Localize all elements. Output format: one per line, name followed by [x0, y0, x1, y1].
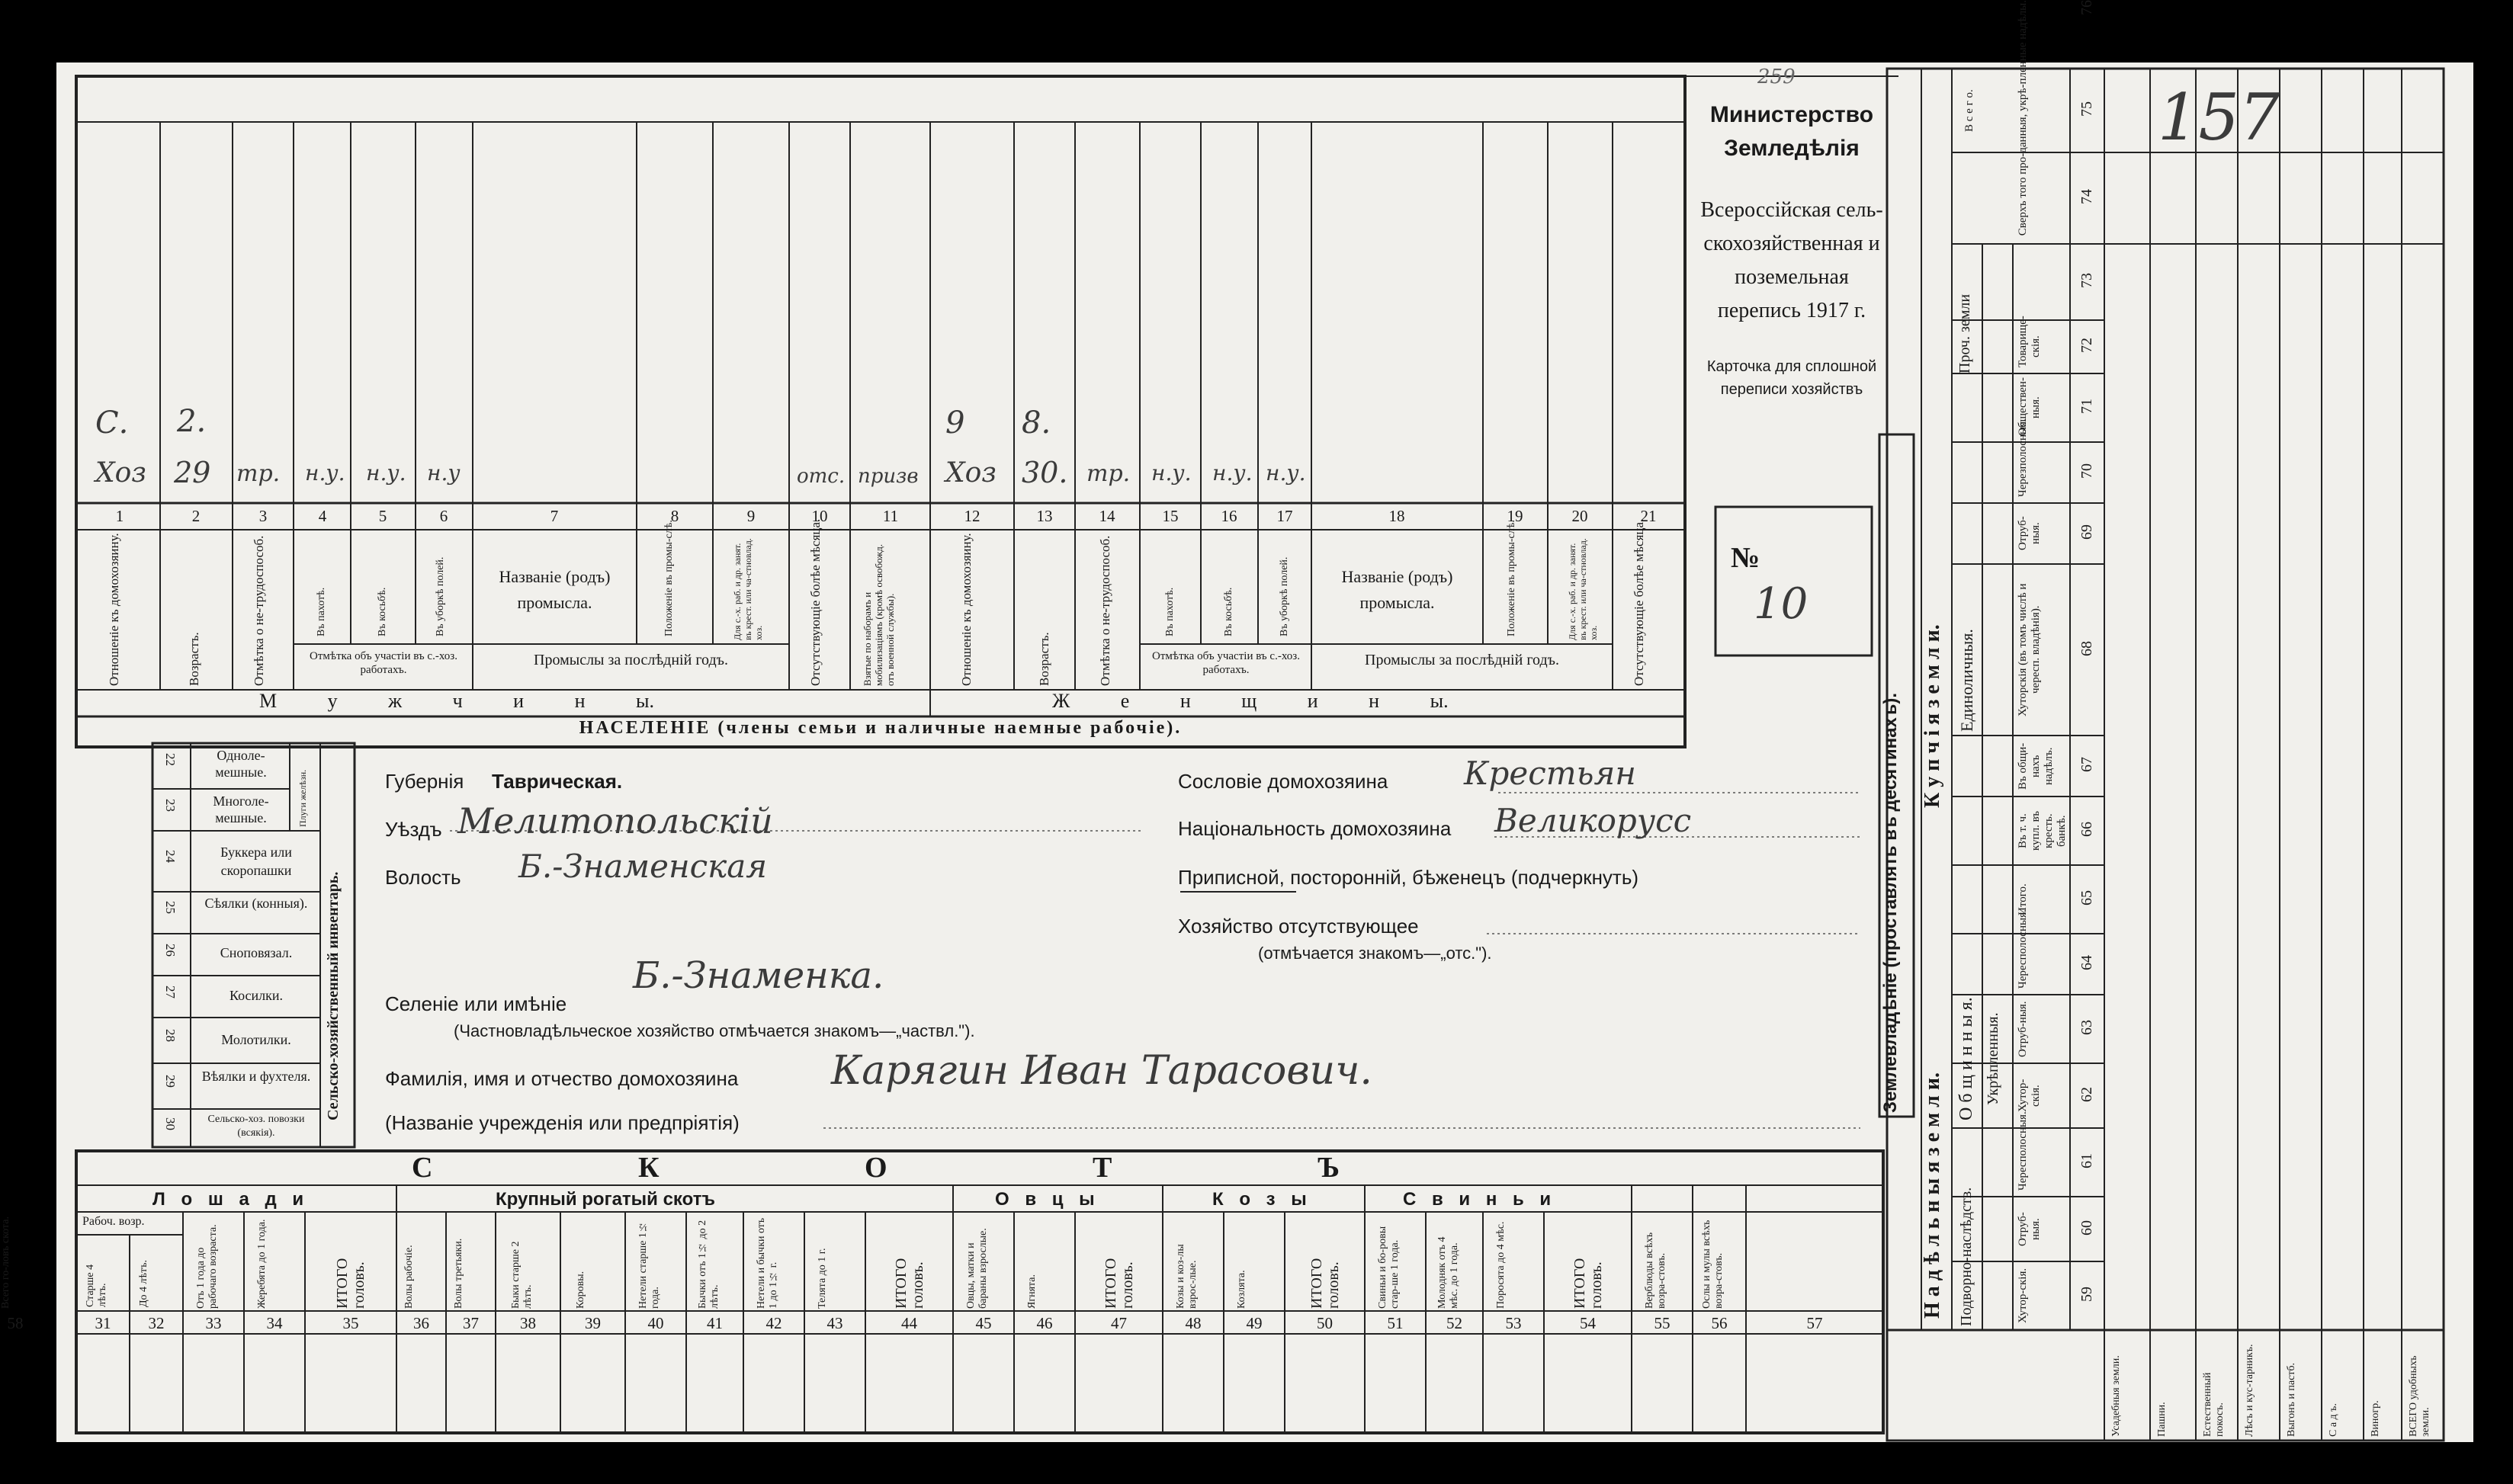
livestock-col-num: 34: [266, 1314, 283, 1332]
col-num: 1: [115, 507, 124, 525]
inv-label-carts: Сельско-хоз. повозки (всякія).: [207, 1114, 305, 1139]
census-line2: скохозяйственная и: [1703, 232, 1880, 255]
gubernia-label: Губернія: [385, 770, 464, 793]
col-label-relation-f: Отношеніе къ домохозяину.: [959, 533, 974, 686]
hand-harvest-male: н.у: [427, 460, 461, 486]
col-label-trade-agri: Для с.-х. раб. и др. занят. въ крест. или ча-стновлад. хоз.: [732, 538, 764, 640]
nationality-label: Національность домохозяина: [1178, 817, 1452, 840]
livestock-col-label: ИТОГО головъ.: [1571, 1258, 1605, 1309]
land-col-label: Чересполосныя.: [2017, 1111, 2029, 1191]
col-num: 2: [191, 507, 201, 525]
col-num: 11: [882, 507, 899, 525]
inv-label-seeder: Сѣялки (конныя).: [204, 896, 308, 911]
inv-label-winnower: Вѣялки и фухтеля.: [201, 1069, 311, 1084]
col-num: 3: [258, 507, 268, 525]
livestock-col-num: 44: [901, 1314, 917, 1332]
col-label-harvest-f: Въ уборкѣ полей.: [1279, 556, 1290, 636]
inv-num: 28: [163, 1029, 178, 1042]
land-col-num: 70: [2078, 463, 2095, 479]
livestock-col-num: 32: [148, 1314, 165, 1332]
inv-label-multi-plough: Многоле-мешные.: [213, 793, 269, 825]
group-label-trades-f: Промыслы за послѣдній годъ.: [1365, 652, 1559, 668]
land-col-label: Въ общи-нахъ надѣлъ.: [2017, 742, 2055, 790]
hand-mow-male: н.у.: [366, 460, 406, 486]
livestock-col-num: 38: [520, 1314, 536, 1332]
col-num: 7: [550, 507, 559, 525]
livestock-col-num: 41: [707, 1314, 723, 1332]
group-label-trades: Промыслы за послѣдній годъ.: [534, 652, 728, 668]
livestock-col-label: Жеребята до 1 года.: [256, 1219, 268, 1309]
livestock-col-label: ИТОГО головъ.: [334, 1258, 367, 1309]
horses-group: Л о ш а д и: [152, 1189, 304, 1210]
livestock-col-label: До 4 лѣтъ.: [138, 1260, 149, 1307]
soslovie-value: Крестьян: [1464, 755, 1636, 792]
col-label-disability-f: Отмѣтка о не-трудоспособ.: [1098, 535, 1112, 686]
inv-num: 22: [163, 753, 178, 766]
land-bottom-label: Пашни.: [2156, 1402, 2168, 1437]
col-num: 15: [1162, 507, 1179, 525]
col-label-disability: Отмѣтка о не-трудоспособ.: [252, 535, 266, 686]
col-num: 14: [1099, 507, 1115, 525]
col-label-mobilized: Взятые по наборамъ и мобилизаціямъ (кромѣ освобожд. отъ военной службы).: [862, 543, 896, 686]
land-col-label: Хутор-скія.: [2017, 1268, 2029, 1324]
livestock-col-num: 45: [975, 1314, 992, 1332]
livestock-col-label: Всего го-ловъ скота.: [0, 1216, 11, 1309]
nationality-value: Великорусс: [1494, 802, 1692, 839]
livestock-col-label: Молодняк отъ 4 мѣс. до 1 года.: [1436, 1236, 1460, 1309]
inv-num: 30: [163, 1117, 178, 1130]
livestock-col-label: Нетели старше 1½ года.: [637, 1221, 661, 1309]
land-col-num: 73: [2078, 273, 2095, 288]
land-col-label: Обществен-ныя.: [2017, 377, 2042, 436]
land-col-label: Хуторскія (въ томъ числѣ и чересп. владѣнія).: [2017, 583, 2042, 716]
col-label-age-f: Возрастъ.: [1037, 632, 1051, 686]
col-label-absent-f: Отсутствующіе болѣе мѣсяца.: [1632, 518, 1646, 686]
col-num: 21: [1640, 507, 1657, 525]
col-num: 8: [670, 507, 679, 525]
number-label: №: [1731, 542, 1760, 574]
land-bottom-label: Выгонъ и пастб.: [2286, 1362, 2297, 1437]
inv-num: 26: [163, 944, 178, 957]
livestock-col-num: 56: [1711, 1314, 1728, 1332]
land-bottom-label: Естественный покосъ.: [2202, 1372, 2226, 1437]
livestock-col-num: 31: [95, 1314, 111, 1332]
land-col-num: 63: [2078, 1020, 2095, 1035]
selenie-note: (Частновладѣльческое хозяйство отмѣчается знакомъ—„частвл.").: [454, 1021, 975, 1040]
col-label-absent: Отсутствующіе болѣе мѣсяца.: [808, 518, 823, 686]
uezd-value: Мелитопольскій: [457, 800, 773, 841]
prochie-label: Проч. земли: [1956, 293, 1973, 373]
absent-label: Хозяйство отсутствующее: [1178, 915, 1419, 938]
inv-label-binder: Сноповязал.: [220, 945, 293, 960]
col-label-trade-position-f: Положеніе въ промы-слѣ.: [1506, 520, 1517, 636]
livestock-col-num: 53: [1505, 1314, 1522, 1332]
soslovie-label: Сословіе домохозяина: [1178, 770, 1388, 793]
status-rest: , посторонній, бѣженецъ (подчеркнуть): [1279, 866, 1639, 889]
livestock-col-label: Ослы и мулы всѣхъ возра-стовъ.: [1701, 1220, 1725, 1309]
livestock-col-num: 48: [1185, 1314, 1202, 1332]
livestock-col-num: 35: [342, 1314, 359, 1332]
sheet-number: 157: [2158, 80, 2280, 155]
livestock-col-num: 47: [1111, 1314, 1127, 1332]
group-label-work-f: Отмѣтка объ участіи въ с.-хоз. работахъ.: [1152, 650, 1300, 676]
col-num: 16: [1221, 507, 1237, 525]
col-label-mowing-f: Въ косьбѣ.: [1223, 587, 1234, 636]
land-col-num: 64: [2078, 955, 2095, 970]
hand-mow-female: н.у.: [1212, 460, 1253, 486]
livestock-col-label: Ягнята.: [1026, 1274, 1038, 1309]
hand-sex-male: С.: [95, 405, 129, 441]
livestock-col-num: 42: [765, 1314, 782, 1332]
inv-label-bukker: Буккера или скоропашки: [220, 845, 292, 878]
col-label-age: Возрастъ.: [187, 632, 201, 686]
livestock-col-label: ИТОГО головъ.: [1102, 1258, 1136, 1309]
col-label-trade-f: Названіе (родъ) промысла.: [1341, 567, 1453, 612]
hand-count-female: 8.: [1022, 405, 1051, 441]
hand-relation-male: Хоз: [95, 457, 146, 489]
col-label-ploughing-f: Въ пахотѣ.: [1164, 587, 1176, 636]
inv-num: 25: [163, 901, 178, 914]
land-bottom-label: Виногр.: [2370, 1400, 2381, 1437]
col-num: 18: [1388, 507, 1405, 525]
livestock-col-num: 52: [1446, 1314, 1462, 1332]
status-selected: Приписной: [1178, 866, 1279, 889]
livestock-col-label: Быки старше 2 лѣтъ.: [509, 1241, 534, 1309]
col-num: 17: [1276, 507, 1293, 525]
livestock-title: С К О Т Ъ: [412, 1152, 1340, 1184]
land-bottom-label: Усадебныя земли.: [2110, 1355, 2122, 1437]
land-col-num: 59: [2078, 1287, 2095, 1302]
livestock-col-num: 50: [1317, 1314, 1333, 1332]
livestock-col-label: Верблюды всѣхъ возра-стовъ.: [1644, 1232, 1667, 1309]
land-col-num: 61: [2078, 1153, 2095, 1168]
land-col-num: 60: [2078, 1220, 2095, 1236]
hand-plough-female: н.у.: [1151, 460, 1192, 486]
communal-label: О б щ и н н ы я.: [1956, 997, 1976, 1120]
livestock-col-num: 37: [463, 1314, 479, 1332]
land-col-label: Товарище-скія.: [2017, 316, 2042, 367]
land-col-label: В с е г о.: [1963, 89, 1975, 132]
volost-value: Б.-Знаменская: [518, 848, 768, 885]
absent-note: (отмѣчается знакомъ—„отс.").: [1258, 944, 1492, 963]
hand-age-male: 29: [174, 456, 211, 489]
livestock-col-label: Волы третьяки.: [452, 1238, 464, 1309]
work-age-label: Рабоч. возр.: [82, 1215, 145, 1228]
livestock-col-label: Телята до 1 г.: [817, 1248, 828, 1309]
goats-group: К о з ы: [1212, 1189, 1307, 1210]
col-num: 12: [964, 507, 980, 525]
livestock-col-label: Волы рабочіе.: [403, 1245, 415, 1309]
col-num: 10: [811, 507, 828, 525]
col-num: 6: [439, 507, 448, 525]
institution-label: (Названіе учрежденія или предпріятія): [385, 1111, 740, 1134]
livestock-col-num: 46: [1036, 1314, 1053, 1332]
plough-group-label: Плуги желѣзн.: [297, 769, 308, 827]
livestock-col-num: 39: [585, 1314, 601, 1332]
hand-ability-female: тр.: [1086, 460, 1131, 487]
podvorno-label: Подворно-наслѣдств.: [1958, 1187, 1975, 1326]
allotment-title: Н а д ѣ л ь н ы я з е м л и.: [1921, 1072, 1944, 1319]
ministry-line1: Министерство: [1709, 102, 1874, 127]
col-num: 13: [1036, 507, 1053, 525]
land-col-label: Сверхъ того про-данныя, укрѣ-пленные надѣлы.: [2017, 0, 2029, 236]
livestock-col-label: ИТОГО головъ.: [1308, 1258, 1342, 1309]
livestock-col-num: 43: [826, 1314, 843, 1332]
pigs-group: С в и н ь и: [1403, 1189, 1552, 1210]
women-label: Ж е н щ и н ы.: [1052, 690, 1449, 712]
card-line2: переписи хозяйствъ: [1720, 381, 1863, 398]
inv-label-mower: Косилки.: [229, 988, 284, 1003]
livestock-col-label: Отъ 1 года до рабочаго возраста.: [195, 1224, 219, 1309]
number-value: 10: [1754, 579, 1809, 629]
land-bottom-label: С а д ъ.: [2328, 1403, 2339, 1437]
inv-label-thresher: Молотилки.: [221, 1032, 291, 1047]
name-value: Карягин Иван Тарасович.: [831, 1048, 1372, 1094]
col-label-relation: Отношеніе къ домохозяину.: [107, 533, 121, 686]
land-col-num: 68: [2078, 640, 2095, 656]
population-title: НАСЕЛЕНІЕ (члены семьи и наличные наемные рабочіе).: [579, 718, 1183, 738]
inv-num: 23: [163, 799, 178, 812]
col-num: 19: [1507, 507, 1523, 525]
land-col-num: 72: [2078, 338, 2095, 353]
census-line1: Всероссійская сель-: [1700, 198, 1883, 222]
hand-ability-male: тр.: [236, 460, 281, 487]
uezd-label: Уѣздъ: [385, 818, 442, 841]
census-line3: поземельная: [1735, 265, 1849, 289]
status-options: [1178, 866, 1638, 889]
land-col-label: Чересполосныя.: [2017, 909, 2029, 989]
livestock-col-num: 36: [413, 1314, 429, 1332]
col-label-trade-position: Положеніе въ промы-слѣ.: [663, 520, 675, 636]
land-col-num: 71: [2078, 399, 2095, 414]
livestock-col-label: ИТОГО головъ.: [892, 1258, 926, 1309]
hand-count-male: 2.: [177, 404, 207, 439]
land-col-num: 69: [2078, 524, 2095, 540]
inv-num: 27: [163, 986, 178, 998]
land-col-num: 66: [2078, 822, 2095, 837]
livestock-col-num: 49: [1246, 1314, 1263, 1332]
livestock-col-num: 40: [647, 1314, 664, 1332]
men-label: М у ж ч и н ы.: [259, 690, 654, 712]
gubernia-value: Таврическая.: [492, 770, 623, 793]
group-label-work: Отмѣтка объ участіи въ с.-хоз. работахъ.: [310, 650, 457, 676]
hand-plough-male: н.у.: [305, 460, 345, 486]
livestock-col-num: 58: [7, 1314, 24, 1332]
land-bottom-label: Лѣсъ и кус-тарникъ.: [2244, 1344, 2255, 1437]
livestock-col-num: 54: [1580, 1314, 1596, 1332]
livestock-col-num: 57: [1806, 1314, 1823, 1332]
hand-harvest-female: н.у.: [1266, 460, 1306, 486]
inventory-title: Сельско-хозяйственный инвентарь.: [325, 871, 342, 1120]
col-num: 5: [378, 507, 387, 525]
hand-mobilized-male: призв: [858, 465, 919, 488]
name-label: Фамилія, имя и отчество домохозяина: [385, 1067, 739, 1090]
col-label-trade: Названіе (родъ) промысла.: [499, 567, 611, 612]
selenie-label: Селеніе или имѣніе: [385, 992, 567, 1015]
livestock-col-label: Старше 4 лѣтъ.: [85, 1264, 108, 1307]
top-pencil-number: 259: [1757, 66, 1796, 88]
livestock-col-label: Овцы, матки и бараны взрослые.: [965, 1228, 989, 1309]
livestock-col-label: Бычки отъ 1½ до 2 лѣтъ.: [696, 1220, 721, 1309]
inv-num: 24: [163, 850, 178, 863]
livestock-col-num: 33: [205, 1314, 222, 1332]
land-col-label: Отруб-ныя.: [2017, 516, 2042, 551]
col-label-mowing: Въ косьбѣ.: [377, 587, 388, 636]
land-col-label: Въ т. ч. купл. въ кресть. банкѣ.: [2017, 810, 2068, 851]
col-num: 20: [1571, 507, 1588, 525]
land-col-num: 62: [2078, 1086, 2095, 1102]
land-col-label: Отруб-ныя.: [2017, 1001, 2029, 1057]
livestock-col-label: Козы и коз-лы взрос-лые.: [1175, 1244, 1199, 1309]
individual-label: Единоличныя.: [1957, 629, 1976, 732]
cattle-group: Крупный рогатый скотъ: [496, 1189, 715, 1210]
land-main-title: Землевладѣніе (проставлять въ десятинахъ).: [1880, 692, 1901, 1113]
purchased-title: К у п ч і я з е м л и.: [1921, 624, 1944, 808]
land-col-label: Итого.: [2017, 883, 2029, 915]
selenie-value: Б.-Знаменка.: [633, 954, 884, 997]
land-col-label: Отруб-ныя.: [2017, 1212, 2042, 1246]
col-label-trade-agri-f: Для с.-х. раб. и др. занят. въ крест. или ча-стновлад. хоз.: [1567, 538, 1599, 640]
land-col-num: 67: [2078, 757, 2095, 772]
land-col-num: 76: [2078, 0, 2095, 15]
land-col-label: Хутор-скія.: [2017, 1079, 2042, 1113]
land-col-label: Черезполосныя.: [2017, 418, 2029, 497]
livestock-col-label: Свиньи и бо-ровы стар-ше 1 года.: [1377, 1226, 1401, 1309]
col-label-ploughing: Въ пахотѣ.: [316, 587, 327, 636]
livestock-col-label: Коровы.: [574, 1271, 586, 1309]
land-bottom-label: ВСЕГО удобныхъ земли.: [2408, 1355, 2431, 1437]
inv-label-single-plough: Одноле-мешные.: [215, 748, 267, 780]
hand-sex-female: 9: [945, 405, 965, 441]
land-col-num: 74: [2078, 189, 2095, 204]
sheep-group: О в ц ы: [995, 1189, 1095, 1210]
census-line4: перепись 1917 г.: [1717, 299, 1866, 322]
ministry-line2: Земледѣлія: [1724, 136, 1860, 161]
hand-absent-male: отс.: [797, 465, 846, 488]
volost-label: Волость: [385, 866, 461, 889]
card-line1: Карточка для сплошной: [1706, 358, 1877, 375]
land-col-num: 75: [2078, 101, 2095, 117]
col-num: 9: [746, 507, 756, 525]
livestock-col-num: 51: [1387, 1314, 1404, 1332]
consolidated-label: Укрѣпленныя.: [1985, 1012, 2001, 1105]
livestock-col-label: Нетели и бычки отъ 1 до 1½ г.: [756, 1217, 779, 1309]
hand-relation-female: Хоз: [945, 457, 997, 489]
livestock-col-label: Козлята.: [1236, 1270, 1247, 1309]
land-col-num: 65: [2078, 890, 2095, 905]
col-label-harvest: Въ уборкѣ полей.: [435, 556, 446, 636]
inv-num: 29: [163, 1075, 178, 1088]
col-num: 4: [318, 507, 327, 525]
hand-age-female: 30.: [1022, 456, 1068, 489]
livestock-col-label: Поросята до 4 мѣс.: [1495, 1221, 1507, 1309]
livestock-col-num: 55: [1654, 1314, 1671, 1332]
